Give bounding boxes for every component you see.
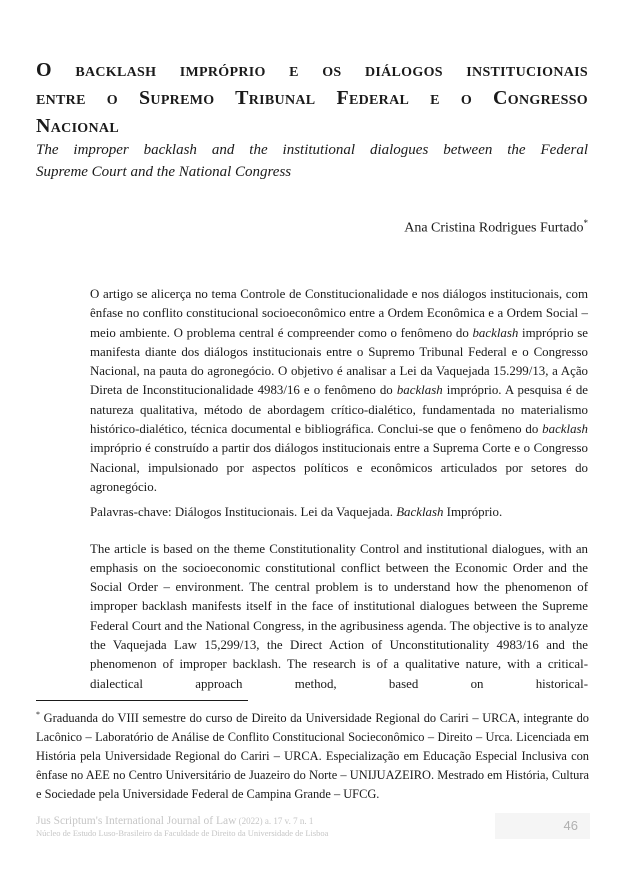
- article-title-line-1: O backlash impróprio e os diálogos institucionais: [36, 59, 588, 81]
- abstract-section: [90, 285, 588, 694]
- footnote-text: Graduanda do VIII semestre do curso de Direito da Universidade Regional do Cariri – URCA, integrante do Lacônico – Laboratório de Análise de Conflito Constitucional Socieconômico – Direito – Urca. Licenciada em História pela Universidade Regional do Cariri – URCA. Especialização em Educação Especial Inclusiva con ênfase no AEE no Centro Universitário de Juazeiro do Norte – UNIJUAZEIRO. Mestrado em História, Cultura e Sociedade pela Universidade Federal de Campina Grande – UFCG.: [36, 711, 589, 802]
- keywords-line: Palavras-chave: Diálogos Institucionais. Lei da Vaquejada. Backlash Impróprio.: [90, 505, 503, 520]
- article-subtitle-english: [36, 139, 588, 183]
- author-name: Ana Cristina Rodrigues Furtado: [404, 220, 584, 236]
- author-footnote: [36, 705, 589, 804]
- footnote-separator-rule: [36, 700, 248, 701]
- journal-affiliation: Núcleo de Estudo Luso-Brasileiro da Faculdade de Direito da Universidade de Lisboa: [36, 828, 329, 838]
- page-number: 46: [563, 818, 578, 833]
- article-title: [36, 56, 588, 140]
- article-title-line-3: Nacional: [36, 115, 119, 137]
- abstract-english: The article is based on the theme Constitutionality Control and institutional dialogues, with an emphasis on the socioeconomic constitutional conflict between the Economic Order and the Social Order – environment. The central problem is to understand how the phenomenon of improper backlash manifests itself in the face of institutional dialogues between the Supreme Federal Court and the National Congress, in the agribusiness agenda. The objective is to analyze the Vaquejada Law 15,299/13, the Direct Action of Unconstitutionality 4983/16 and the phenomenon of improper backlash. The research is of a qualitative nature, with a critical-dialectical approach method, based on historical-: [90, 541, 588, 691]
- journal-name: Jus Scriptum's International Journal of Law: [36, 815, 237, 827]
- journal-footer: [36, 814, 486, 839]
- subtitle-line-1: The improper backlash and the institutional dialogues between the Federal: [36, 142, 588, 158]
- abstract-portuguese: O artigo se alicerça no tema Controle de Constitucionalidade e nos diálogos institucionais, com ênfase no conflito constitucional socioeconômico entre a Ordem Econômica e a Ordem Social – meio ambiente. O problema central é compreender como o fenômeno do backlash impróprio se manifesta diante dos diálogos institucionais entre o Supremo Tribunal Federal e o Congresso Nacional, na pauta do agronegócio. O objetivo é analisar a Lei da Vaquejada 15.299/13, a Ação Direta de Inconstitucionalidade 4983/16 e o fenômeno do backlash impróprio. A pesquisa é de natureza qualitativa, método de abordagem crítico-dialético, fundamentada no materialismo histórico-dialético, técnica documental e bibliográfica. Conclui-se que o fenômeno do backlash impróprio é construído a partir dos diálogos institucionais entre a Suprema Corte e o Congresso Nacional, impulsionado por aspectos políticos e econômicos articulados por setores do agronegócio.: [90, 287, 588, 494]
- footnote-marker: *: [36, 710, 40, 719]
- page-number-badge: [495, 813, 590, 839]
- subtitle-line-2: Supreme Court and the National Congress: [36, 164, 292, 180]
- author-line: [36, 214, 588, 238]
- article-title-line-2: entre o Supremo Tribunal Federal e o Congresso: [36, 87, 588, 109]
- journal-title-line: [36, 814, 486, 828]
- journal-issue: (2022) a. 17 v. 7 n. 1: [236, 816, 314, 826]
- author-footnote-marker: *: [583, 218, 588, 228]
